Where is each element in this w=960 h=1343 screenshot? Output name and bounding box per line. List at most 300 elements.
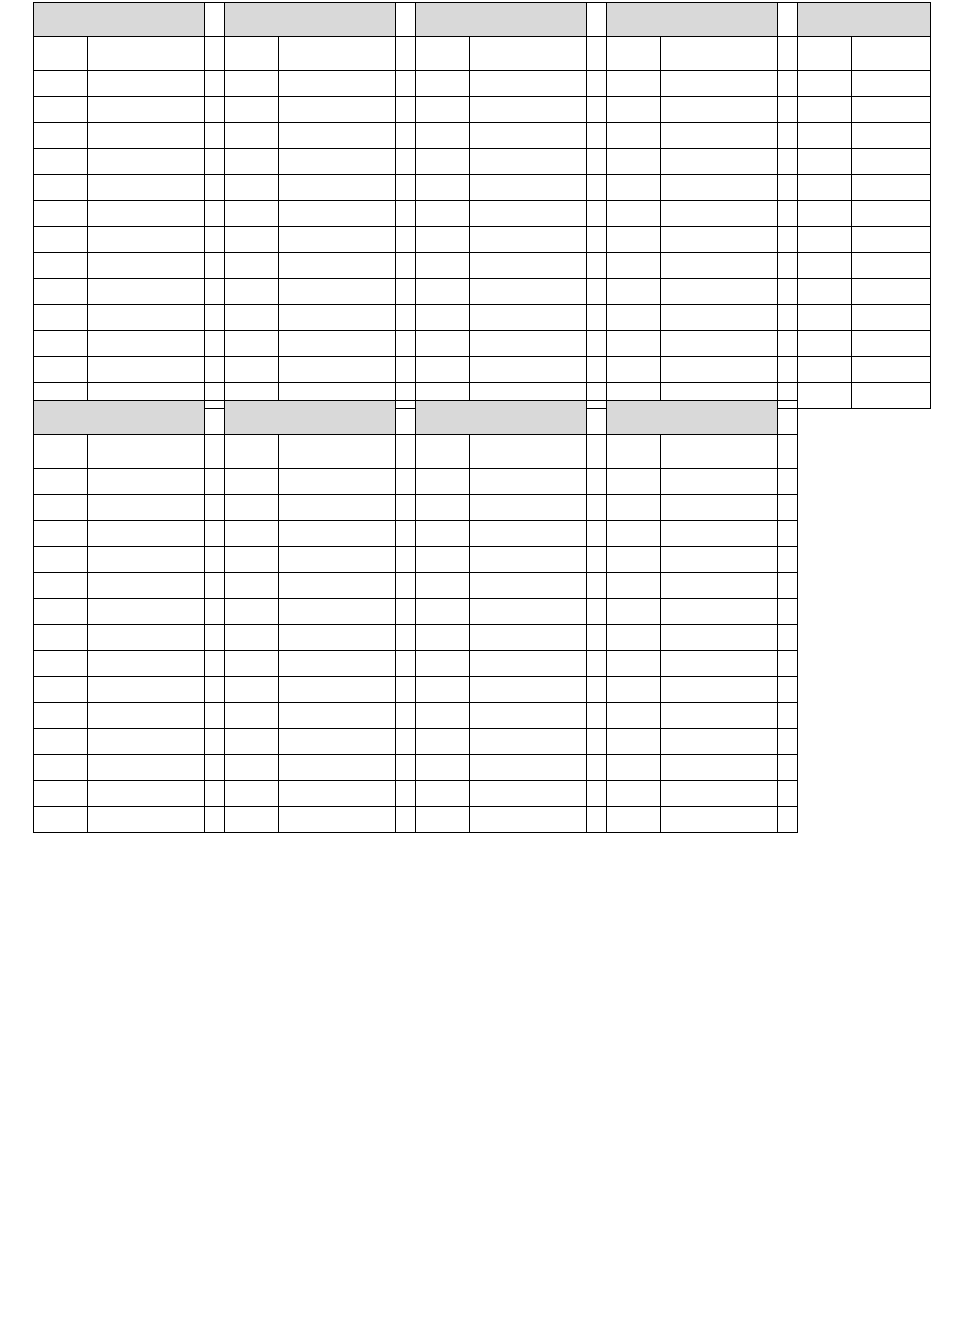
- spacer-cell: [587, 495, 607, 521]
- spacer-cell: [587, 469, 607, 495]
- area-value: [852, 123, 931, 149]
- unit-number: [225, 781, 279, 807]
- empty-cell: [798, 469, 852, 495]
- spacer-cell: [396, 469, 416, 495]
- area-value: [661, 651, 778, 677]
- unit-number: [416, 149, 470, 175]
- column-header-area: [279, 37, 396, 71]
- spacer-cell: [778, 71, 798, 97]
- area-value: [279, 175, 396, 201]
- spacer-cell: [205, 651, 225, 677]
- table-row: [34, 807, 931, 833]
- area-value: [470, 703, 587, 729]
- spacer-cell: [587, 755, 607, 781]
- unit-number: [416, 573, 470, 599]
- spacer-cell: [396, 781, 416, 807]
- spacer-cell: [778, 573, 798, 599]
- area-value: [661, 703, 778, 729]
- unit-number: [416, 331, 470, 357]
- column-header-unit: [225, 435, 279, 469]
- table-row: [34, 677, 931, 703]
- spacer-cell: [205, 435, 225, 469]
- unit-number: [607, 149, 661, 175]
- area-value: [852, 357, 931, 383]
- area-value: [661, 547, 778, 573]
- area-value: [279, 755, 396, 781]
- spacer-cell: [205, 599, 225, 625]
- column-header-area: [279, 435, 396, 469]
- unit-number: [607, 253, 661, 279]
- table-row: [34, 755, 931, 781]
- spacer-cell: [778, 401, 798, 435]
- table-row: [34, 305, 931, 331]
- unit-number: [34, 227, 88, 253]
- unit-number: [607, 227, 661, 253]
- unit-number: [607, 625, 661, 651]
- building-header-row: [34, 401, 931, 435]
- area-value: [88, 201, 205, 227]
- unit-number: [34, 97, 88, 123]
- spacer-cell: [205, 703, 225, 729]
- area-value: [661, 781, 778, 807]
- spacer-cell: [396, 435, 416, 469]
- spacer-cell: [587, 37, 607, 71]
- area-value: [661, 521, 778, 547]
- column-header-row: [34, 37, 931, 71]
- area-value: [279, 651, 396, 677]
- spacer-cell: [205, 37, 225, 71]
- empty-cell: [852, 807, 931, 833]
- unit-number: [34, 253, 88, 279]
- unit-number: [34, 521, 88, 547]
- spacer-cell: [587, 781, 607, 807]
- unit-number: [416, 495, 470, 521]
- table-row: [34, 573, 931, 599]
- unit-number: [607, 651, 661, 677]
- area-value: [279, 71, 396, 97]
- table-row: [34, 331, 931, 357]
- spacer-cell: [396, 573, 416, 599]
- building-number: [607, 3, 778, 37]
- empty-cell: [798, 677, 852, 703]
- unit-number: [34, 625, 88, 651]
- building-number: [416, 3, 587, 37]
- table-row: [34, 651, 931, 677]
- spacer-cell: [587, 625, 607, 651]
- building-number: [607, 401, 778, 435]
- area-value: [852, 175, 931, 201]
- unit-number: [225, 755, 279, 781]
- spacer-cell: [205, 781, 225, 807]
- area-value: [470, 547, 587, 573]
- unit-number: [607, 755, 661, 781]
- spacer-cell: [396, 37, 416, 71]
- unit-number: [34, 547, 88, 573]
- spacer-cell: [396, 175, 416, 201]
- unit-number: [798, 97, 852, 123]
- table-row: [34, 495, 931, 521]
- spacer-cell: [396, 625, 416, 651]
- spacer-cell: [205, 357, 225, 383]
- spacer-cell: [778, 729, 798, 755]
- unit-number: [798, 357, 852, 383]
- area-value: [279, 97, 396, 123]
- column-header-unit: [798, 37, 852, 71]
- spacer-cell: [587, 401, 607, 435]
- area-value: [661, 97, 778, 123]
- column-header-unit: [607, 435, 661, 469]
- table-row: [34, 71, 931, 97]
- column-header-area: [470, 37, 587, 71]
- area-value: [661, 469, 778, 495]
- spacer-cell: [205, 547, 225, 573]
- area-value: [661, 71, 778, 97]
- spacer-cell: [778, 703, 798, 729]
- unit-number: [607, 521, 661, 547]
- column-header-row: [34, 435, 931, 469]
- unit-number: [34, 599, 88, 625]
- empty-cell: [852, 729, 931, 755]
- area-value: [852, 227, 931, 253]
- area-value: [852, 305, 931, 331]
- unit-number: [416, 547, 470, 573]
- spacer-cell: [778, 227, 798, 253]
- area-value: [88, 123, 205, 149]
- unit-number: [225, 123, 279, 149]
- area-value: [470, 521, 587, 547]
- spacer-cell: [778, 331, 798, 357]
- spacer-cell: [205, 305, 225, 331]
- empty-cell: [798, 807, 852, 833]
- area-value: [88, 331, 205, 357]
- area-value: [470, 123, 587, 149]
- unit-number: [416, 227, 470, 253]
- spacer-cell: [587, 357, 607, 383]
- spacer-cell: [587, 729, 607, 755]
- area-value: [470, 149, 587, 175]
- column-header-unit: [34, 37, 88, 71]
- unit-number: [416, 781, 470, 807]
- spacer-cell: [205, 175, 225, 201]
- unit-number: [607, 807, 661, 833]
- spacer-cell: [587, 227, 607, 253]
- column-header-area: [661, 37, 778, 71]
- unit-number: [225, 469, 279, 495]
- unit-number: [798, 201, 852, 227]
- empty-cell: [798, 625, 852, 651]
- area-value: [470, 71, 587, 97]
- spacer-cell: [205, 573, 225, 599]
- spacer-cell: [587, 71, 607, 97]
- table-row: [34, 357, 931, 383]
- area-value: [279, 123, 396, 149]
- area-value: [661, 729, 778, 755]
- area-value: [279, 729, 396, 755]
- unit-number: [34, 755, 88, 781]
- spacer-cell: [587, 599, 607, 625]
- spacer-cell: [396, 201, 416, 227]
- spacer-cell: [778, 599, 798, 625]
- table-row: [34, 201, 931, 227]
- unit-number: [225, 97, 279, 123]
- spacer-cell: [778, 755, 798, 781]
- empty-cell: [852, 401, 931, 435]
- area-value: [88, 97, 205, 123]
- area-value: [279, 547, 396, 573]
- area-value: [88, 807, 205, 833]
- unit-number: [225, 703, 279, 729]
- table-row: [34, 521, 931, 547]
- spacer-cell: [587, 123, 607, 149]
- unit-number: [798, 175, 852, 201]
- table-row: [34, 97, 931, 123]
- unit-number: [34, 677, 88, 703]
- table-row: [34, 123, 931, 149]
- area-value: [470, 279, 587, 305]
- spacer-cell: [396, 547, 416, 573]
- spacer-cell: [396, 227, 416, 253]
- unit-number: [416, 599, 470, 625]
- unit-number: [798, 279, 852, 305]
- spacer-cell: [587, 651, 607, 677]
- spacer-cell: [396, 521, 416, 547]
- area-value: [470, 755, 587, 781]
- unit-number: [225, 729, 279, 755]
- unit-number: [34, 71, 88, 97]
- spacer-cell: [396, 3, 416, 37]
- unit-number: [607, 97, 661, 123]
- unit-number: [416, 305, 470, 331]
- spacer-cell: [587, 97, 607, 123]
- spacer-cell: [778, 651, 798, 677]
- area-value: [852, 71, 931, 97]
- area-value: [279, 573, 396, 599]
- area-value: [88, 625, 205, 651]
- spacer-cell: [587, 201, 607, 227]
- area-value: [852, 201, 931, 227]
- spacer-cell: [587, 149, 607, 175]
- spacer-cell: [396, 305, 416, 331]
- area-value: [88, 227, 205, 253]
- spacer-cell: [778, 175, 798, 201]
- unit-number: [416, 729, 470, 755]
- empty-cell: [852, 469, 931, 495]
- area-value: [661, 253, 778, 279]
- unit-number: [34, 331, 88, 357]
- area-value: [88, 149, 205, 175]
- unit-number: [225, 357, 279, 383]
- empty-cell: [798, 651, 852, 677]
- unit-number: [607, 469, 661, 495]
- spacer-cell: [205, 201, 225, 227]
- empty-cell: [798, 435, 852, 469]
- area-value: [470, 625, 587, 651]
- unit-number: [225, 651, 279, 677]
- spacer-cell: [778, 201, 798, 227]
- unit-number: [416, 175, 470, 201]
- spacer-cell: [205, 149, 225, 175]
- spacer-cell: [396, 703, 416, 729]
- spacer-cell: [778, 357, 798, 383]
- empty-cell: [798, 781, 852, 807]
- spacer-cell: [587, 573, 607, 599]
- unit-number: [34, 703, 88, 729]
- table-row: [34, 253, 931, 279]
- area-value: [279, 807, 396, 833]
- table-row: [34, 547, 931, 573]
- spacer-cell: [396, 357, 416, 383]
- empty-cell: [852, 547, 931, 573]
- spacer-cell: [396, 729, 416, 755]
- area-value: [279, 625, 396, 651]
- spacer-cell: [205, 71, 225, 97]
- area-value: [661, 123, 778, 149]
- unit-number: [607, 71, 661, 97]
- table-row: [34, 703, 931, 729]
- unit-number: [798, 71, 852, 97]
- area-value: [661, 357, 778, 383]
- unit-number: [607, 123, 661, 149]
- area-value: [279, 331, 396, 357]
- spacer-cell: [587, 253, 607, 279]
- spacer-cell: [587, 677, 607, 703]
- unit-number: [416, 703, 470, 729]
- unit-number: [416, 357, 470, 383]
- spacer-cell: [396, 651, 416, 677]
- spacer-cell: [205, 469, 225, 495]
- area-value: [470, 677, 587, 703]
- unit-number: [34, 149, 88, 175]
- building-number: [416, 401, 587, 435]
- empty-cell: [852, 677, 931, 703]
- spacer-cell: [396, 331, 416, 357]
- spacer-cell: [587, 547, 607, 573]
- empty-cell: [798, 573, 852, 599]
- unit-number: [225, 521, 279, 547]
- spacer-cell: [205, 401, 225, 435]
- column-header-area: [852, 37, 931, 71]
- empty-cell: [852, 703, 931, 729]
- area-value: [88, 279, 205, 305]
- unit-number: [416, 625, 470, 651]
- unit-number: [607, 305, 661, 331]
- spacer-cell: [205, 123, 225, 149]
- area-value: [279, 305, 396, 331]
- area-value: [661, 625, 778, 651]
- spacer-cell: [396, 97, 416, 123]
- area-value: [88, 547, 205, 573]
- spacer-cell: [396, 599, 416, 625]
- apartment-area-table-795-799: [33, 2, 931, 409]
- area-value: [279, 149, 396, 175]
- column-header-area: [661, 435, 778, 469]
- unit-number: [34, 729, 88, 755]
- area-value: [661, 175, 778, 201]
- spacer-cell: [778, 149, 798, 175]
- spacer-cell: [205, 625, 225, 651]
- spacer-cell: [396, 807, 416, 833]
- unit-number: [225, 201, 279, 227]
- unit-number: [416, 201, 470, 227]
- area-value: [661, 279, 778, 305]
- area-value: [88, 175, 205, 201]
- area-value: [88, 573, 205, 599]
- area-value: [661, 331, 778, 357]
- area-value: [279, 677, 396, 703]
- column-header-unit: [34, 435, 88, 469]
- area-value: [88, 781, 205, 807]
- unit-number: [416, 755, 470, 781]
- spacer-cell: [396, 149, 416, 175]
- unit-number: [798, 331, 852, 357]
- spacer-cell: [396, 755, 416, 781]
- spacer-cell: [587, 703, 607, 729]
- area-value: [661, 495, 778, 521]
- unit-number: [225, 599, 279, 625]
- unit-number: [607, 201, 661, 227]
- spacer-cell: [396, 677, 416, 703]
- area-value: [88, 729, 205, 755]
- area-value: [661, 807, 778, 833]
- table-row: [34, 599, 931, 625]
- spacer-cell: [778, 495, 798, 521]
- spacer-cell: [587, 331, 607, 357]
- area-value: [88, 495, 205, 521]
- area-value: [279, 279, 396, 305]
- empty-cell: [798, 495, 852, 521]
- unit-number: [798, 227, 852, 253]
- area-value: [470, 97, 587, 123]
- unit-number: [416, 677, 470, 703]
- unit-number: [34, 495, 88, 521]
- area-value: [470, 495, 587, 521]
- column-header-area: [88, 37, 205, 71]
- unit-number: [34, 279, 88, 305]
- column-header-area: [470, 435, 587, 469]
- empty-cell: [852, 495, 931, 521]
- area-value: [279, 521, 396, 547]
- spacer-cell: [778, 547, 798, 573]
- empty-cell: [798, 521, 852, 547]
- unit-number: [798, 149, 852, 175]
- area-value: [279, 253, 396, 279]
- spacer-cell: [778, 469, 798, 495]
- area-value: [470, 469, 587, 495]
- area-value: [470, 729, 587, 755]
- empty-cell: [798, 703, 852, 729]
- area-value: [470, 175, 587, 201]
- building-number: [225, 401, 396, 435]
- spacer-cell: [778, 123, 798, 149]
- area-value: [470, 331, 587, 357]
- area-value: [661, 599, 778, 625]
- area-value: [470, 807, 587, 833]
- area-value: [470, 201, 587, 227]
- area-value: [88, 703, 205, 729]
- unit-number: [607, 677, 661, 703]
- empty-cell: [798, 755, 852, 781]
- spacer-cell: [205, 677, 225, 703]
- spacer-cell: [205, 807, 225, 833]
- spacer-cell: [205, 755, 225, 781]
- unit-number: [225, 677, 279, 703]
- area-value: [661, 573, 778, 599]
- unit-number: [34, 175, 88, 201]
- unit-number: [225, 253, 279, 279]
- area-value: [470, 227, 587, 253]
- area-value: [279, 599, 396, 625]
- unit-number: [798, 253, 852, 279]
